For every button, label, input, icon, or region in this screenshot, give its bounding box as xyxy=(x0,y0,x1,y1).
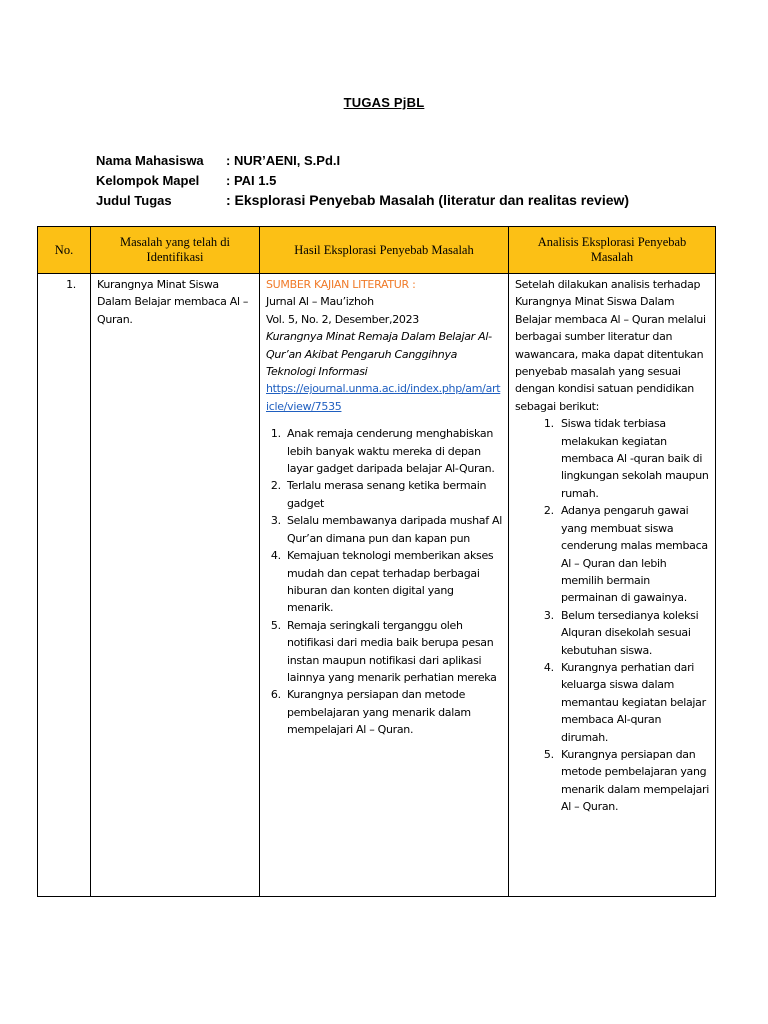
list-item: 5. Kurangnya persiapan dan metode pembelajaran yang menarik dalam mempelajari Al – Quran. xyxy=(557,746,709,816)
table-row xyxy=(38,274,716,897)
analysis-list xyxy=(515,415,709,815)
journal-name: Jurnal Al – Mau’izhoh xyxy=(266,295,374,309)
source-heading: SUMBER KAJIAN LITERATUR : xyxy=(266,278,416,291)
header-masalah: Masalah yang telah di Identifikasi xyxy=(91,227,260,274)
meta-value: : PAI 1.5 xyxy=(226,172,277,188)
result-cell xyxy=(260,274,509,897)
meta-row-nama xyxy=(96,150,629,170)
task-table xyxy=(37,226,716,897)
header-no: No. xyxy=(38,227,91,274)
meta-row-kelompok xyxy=(96,170,629,190)
meta-label: Judul Tugas xyxy=(96,192,172,208)
document-title: TUGAS PjBL xyxy=(343,95,425,110)
list-item: 4. Kurangnya perhatian dari keluarga siswa dalam memantau kegiatan belajar membaca Al-quran dirumah. xyxy=(557,659,709,746)
list-item: 2. Terlalu merasa senang ketika bermain gadget xyxy=(284,477,502,512)
list-item: 3. Selalu membawanya daripada mushaf Al Qur’an dimana pun dan kapan pun xyxy=(284,512,502,547)
meta-value: : NUR’AENI, S.Pd.I xyxy=(226,152,341,168)
meta-label: Nama Mahasiswa xyxy=(96,152,204,168)
list-item: 1. Siswa tidak terbiasa melakukan kegiatan membaca Al -quran baik di lingkungan sekolah maupun rumah. xyxy=(557,415,709,502)
analysis-intro: Setelah dilakukan analisis terhadap Kurangnya Minat Siswa Dalam Belajar membaca Al – Quran melalui berbagai sumber literatur dan wawancara, maka dapat ditentukan penyebab masalah yang sesuai dengan kondisi satuan pendidikan sebagai berikut: xyxy=(515,278,706,413)
table-header-row xyxy=(38,227,716,274)
header-hasil: Hasil Eksplorasi Penyebab Masalah xyxy=(260,227,509,274)
meta-block xyxy=(96,150,629,210)
journal-volume: Vol. 5, No. 2, Desember,2023 xyxy=(266,312,420,326)
meta-row-judul xyxy=(96,190,629,210)
header-analisis: Analisis Eksplorasi Penyebab Masalah xyxy=(509,227,716,274)
article-title: Kurangnya Minat Remaja Dalam Belajar Al-Qur’an Akibat Pengaruh Canggihnya Teknologi Informasi xyxy=(266,330,492,379)
article-link[interactable]: https://ejournal.unma.ac.id/index.php/am/article/view/7535 xyxy=(266,382,501,413)
list-item: 3. Belum tersedianya koleksi Alquran disekolah sesuai kebutuhan siswa. xyxy=(557,607,709,659)
list-item: 4. Kemajuan teknologi memberikan akses mudah dan cepat terhadap berbagai hiburan dan konten digital yang menarik. xyxy=(284,547,502,617)
meta-label: Kelompok Mapel xyxy=(96,172,200,188)
list-item: 6. Kurangnya persiapan dan metode pembelajaran yang menarik dalam mempelajari Al – Quran. xyxy=(284,686,502,738)
problem-cell: Kurangnya Minat Siswa Dalam Belajar membaca Al –Quran. xyxy=(91,274,260,897)
cause-list xyxy=(266,425,502,738)
list-item: 1. Anak remaja cenderung menghabiskan lebih banyak waktu mereka di depan layar gadget daripada belajar Al-Quran. xyxy=(284,425,502,477)
list-item: 5. Remaja seringkali terganggu oleh notifikasi dari media baik berupa pesan instan maupun notifikasi dari aplikasi lainnya yang menarik perhatian mereka xyxy=(284,617,502,687)
row-number: 1. xyxy=(38,274,91,897)
list-item: 2. Adanya pengaruh gawai yang membuat siswa cenderung malas membaca Al – Quran dan lebih memilih bermain permainan di gawainya. xyxy=(557,502,709,606)
analysis-cell xyxy=(509,274,716,897)
meta-value: : Eksplorasi Penyebab Masalah (literatur dan realitas review) xyxy=(226,192,630,208)
